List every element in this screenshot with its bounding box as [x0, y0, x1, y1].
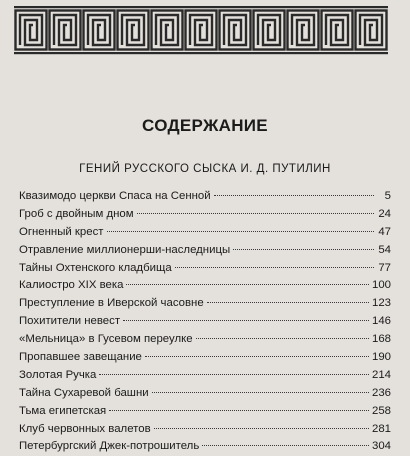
dot-leader — [152, 392, 369, 393]
dot-leader — [175, 267, 374, 268]
toc-entry[interactable] — [19, 438, 391, 456]
dot-leader — [145, 356, 369, 357]
toc-entry[interactable] — [19, 260, 391, 278]
dot-leader — [207, 302, 369, 303]
toc-entry-page: 5 — [384, 190, 391, 202]
toc-entry-title: Тайны Охтенского кладбища — [19, 261, 172, 274]
toc-entry-title: Преступление в Иверской часовне — [19, 297, 204, 310]
section-title: ГЕНИЙ РУССКОГО СЫСКА И. Д. ПУТИЛИН — [79, 163, 331, 175]
toc-entry-title: Отравление миллионерши-наследницы — [19, 243, 231, 256]
toc-entry-title: Клуб червонных валетов — [19, 422, 151, 435]
dot-leader — [107, 231, 374, 232]
dot-leader — [109, 410, 369, 411]
dot-leader — [154, 428, 369, 429]
toc-entry-page: 77 — [378, 261, 391, 274]
toc-entry-page: 214 — [371, 368, 391, 381]
toc-entry[interactable] — [19, 349, 391, 367]
toc-entry-page: 146 — [371, 315, 391, 328]
dot-leader — [126, 284, 369, 285]
meander-ornament-border — [14, 4, 388, 56]
toc-entry[interactable] — [19, 242, 391, 260]
toc-entry-page: 123 — [371, 297, 391, 310]
toc-entry-page: 190 — [371, 351, 391, 364]
toc-entry-page: 54 — [378, 243, 391, 256]
dot-leader — [214, 195, 374, 196]
toc-entry[interactable] — [19, 367, 391, 385]
dot-leader — [202, 445, 369, 446]
toc-entry[interactable] — [19, 385, 391, 403]
toc-entry[interactable] — [19, 224, 391, 242]
toc-entry[interactable] — [19, 331, 391, 349]
toc-entry-page: 304 — [371, 440, 391, 453]
page-title: СОДЕРЖАНИЕ — [142, 116, 268, 135]
dot-leader — [123, 320, 369, 321]
toc-entry-title: Тьма египетская — [19, 404, 107, 417]
dot-leader — [99, 374, 369, 375]
toc-entry-page: 258 — [371, 404, 391, 417]
toc-entry[interactable] — [19, 277, 391, 295]
dot-leader — [196, 338, 369, 339]
toc-entry[interactable] — [19, 295, 391, 313]
toc-entry-title: Калиостро XIX века — [19, 279, 124, 292]
toc-entry-title: Петербургский Джек-потрошитель — [19, 440, 200, 453]
toc-entry-title: Квазимодо церкви Спаса на Сенной — [19, 190, 211, 202]
dot-leader — [233, 249, 374, 250]
toc-entry-title: Похитители невест — [19, 315, 121, 328]
toc-entry-title: «Мельница» в Гусевом переулке — [19, 333, 193, 346]
toc-entry-title: Пропавшее завещание — [19, 351, 142, 364]
toc-entry-title: Золотая Ручка — [19, 368, 97, 381]
table-of-contents — [19, 188, 391, 456]
toc-entry[interactable] — [19, 313, 391, 331]
toc-entry-title: Огненный крест — [19, 225, 104, 238]
toc-entry[interactable] — [19, 188, 391, 206]
toc-entry-title: Гроб с двойным дном — [19, 207, 134, 220]
toc-entry-title: Тайна Сухаревой башни — [19, 386, 149, 399]
toc-entry-page: 100 — [371, 279, 391, 292]
toc-entry-page: 281 — [371, 422, 391, 435]
toc-entry-page: 24 — [378, 207, 391, 220]
toc-entry-page: 168 — [371, 333, 391, 346]
toc-entry[interactable] — [19, 206, 391, 224]
toc-entry-page: 47 — [378, 225, 391, 238]
toc-entry[interactable] — [19, 403, 391, 421]
dot-leader — [137, 213, 374, 214]
toc-entry-page: 236 — [371, 386, 391, 399]
toc-entry[interactable] — [19, 421, 391, 439]
